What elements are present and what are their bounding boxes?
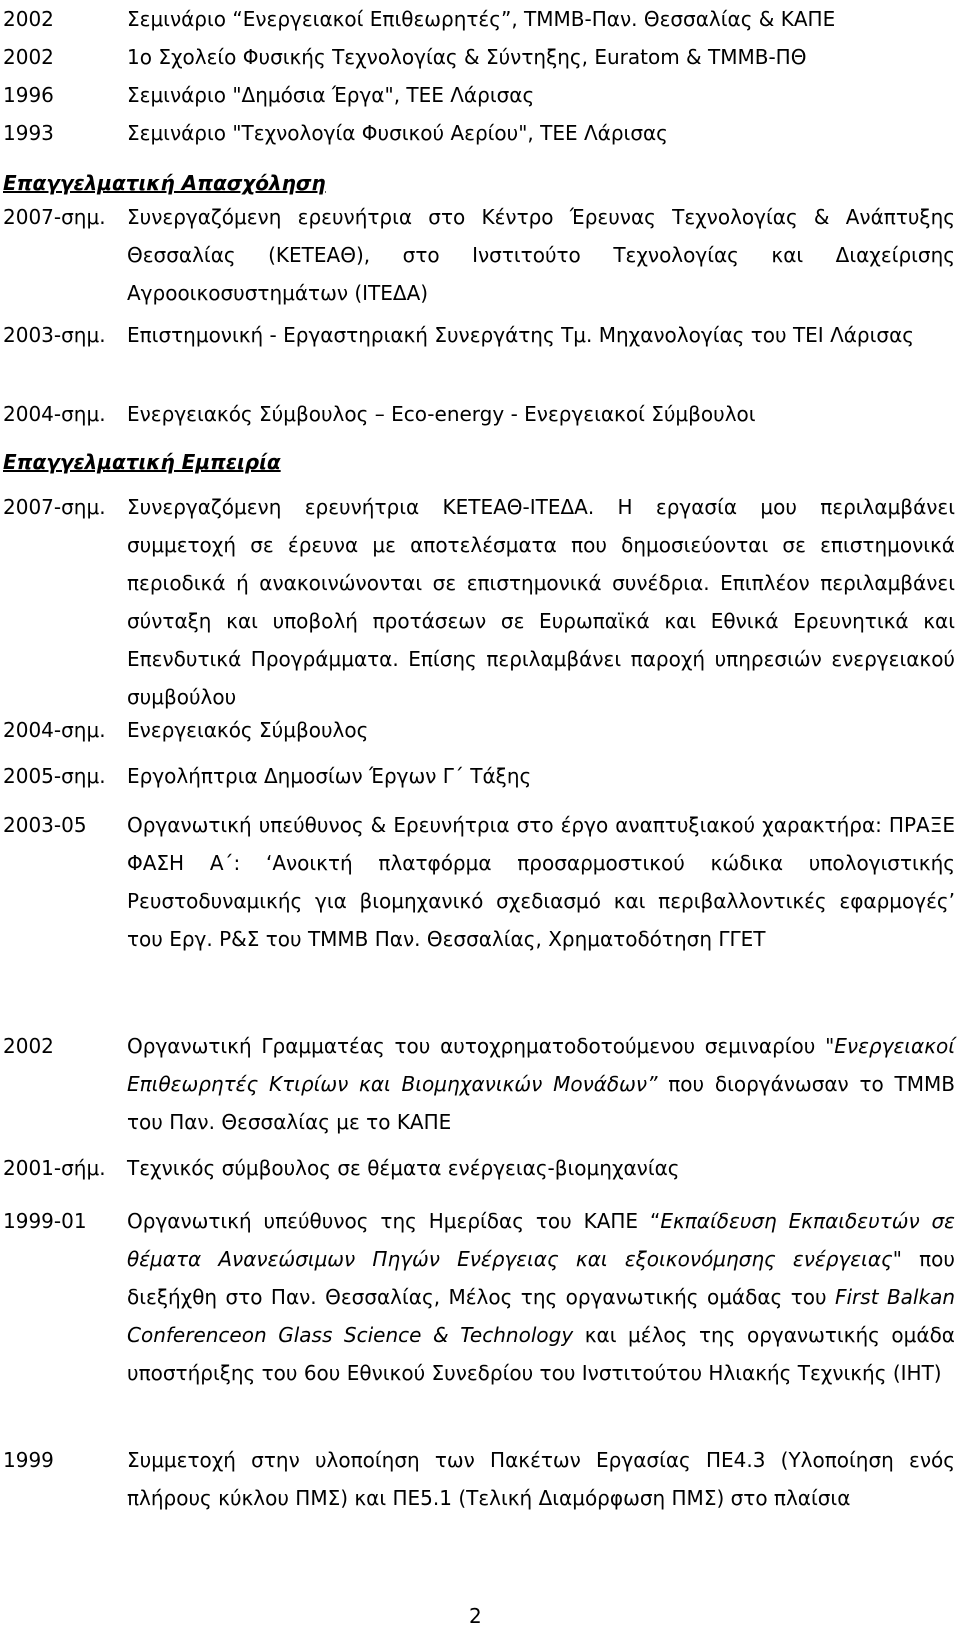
experience-period: 1999: [3, 1448, 54, 1472]
conference-title: First Balkan Conferenceon Glass Science & Technology: [127, 1285, 956, 1347]
text-segment: που διοργάνωσαν το ΤΜΜΒ του Παν. Θεσσαλίας με το ΚΑΠΕ: [127, 1072, 955, 1134]
experience-text: Εργολήπτρια Δημοσίων Έργων Γ΄ Τάξης: [127, 764, 532, 788]
experience-text: Συμμετοχή στην υλοποίηση των Πακέτων Εργασίας ΠΕ4.3 (Υλοποίηση ενός πλήρους κύκλου ΠΜΣ) και ΠΕ5.1 (Τελική Διαμόρφωση ΠΜΣ) στο πλαίσια: [127, 1448, 955, 1510]
employment-text: Ενεργειακός Σύμβουλος – Eco-energy - Ενεργειακοί Σύμβουλοι: [127, 402, 756, 426]
experience-text: Οργανωτική υπεύθυνος & Ερευνήτρια στο έργο αναπτυξιακού χαρακτήρα: ΠΡΑΞΕ ΦΑΣΗ Α΄: ‘Ανοικτή πλατφόρμα προσαρμοστικού κώδικα υπολογιστικής Ρευστοδυναμικής για βιομηχανικό σχεδιασμό και περιβαλλοντικές εφαρμογές’ του Εργ. Ρ&Σ του ΤΜΜΒ Παν. Θεσσαλίας, Χρηματοδότηση ΓΓΕΤ: [127, 813, 955, 951]
experience-text: [127, 1027, 955, 1141]
seminar-title: "Ενεργειακοί Επιθεωρητές Κτιρίων και Βιομηχανικών Μονάδων”: [127, 1034, 955, 1096]
training-year: 2002: [3, 7, 54, 31]
experience-period: 2007-σημ.: [3, 495, 106, 519]
employment-heading: Επαγγελματική Απασχόληση: [3, 171, 326, 195]
training-text: Σεμινάριο "Τεχνολογία Φυσικού Αερίου", ΤΕΕ Λάρισας: [127, 121, 668, 145]
experience-period: 1999-01: [3, 1209, 87, 1233]
training-year: 2002: [3, 45, 54, 69]
workshop-title: Εκπαίδευση Εκπαιδευτών σε θέματα Ανανεώσιμων Πηγών Ενέργειας και εξοικονόμησης ενέργειας: [127, 1209, 955, 1271]
text-segment: Οργανωτική υπεύθυνος της Ημερίδας του ΚΑΠΕ “: [127, 1209, 661, 1233]
employment-period: 2004-σημ.: [3, 402, 106, 426]
training-year: 1993: [3, 121, 54, 145]
experience-period: 2004-σημ.: [3, 718, 106, 742]
experience-heading: Επαγγελματική Εμπειρία: [3, 450, 281, 474]
training-text: Σεμινάριο “Ενεργειακοί Επιθεωρητές”, ΤΜΜΒ-Παν. Θεσσαλίας & ΚΑΠΕ: [127, 7, 836, 31]
experience-period: 2001-σήμ.: [3, 1156, 106, 1180]
employment-period: 2003-σημ.: [3, 323, 106, 347]
employment-period: 2007-σημ.: [3, 205, 106, 229]
training-text: 1ο Σχολείο Φυσικής Τεχνολογίας & Σύντηξης, Euratom & ΤΜΜΒ-ΠΘ: [127, 45, 807, 69]
text-segment: " που διεξήχθη στο Παν. Θεσσαλίας, Μέλος της οργανωτικής ομάδας του: [127, 1247, 955, 1309]
text-segment: και μέλος της οργανωτικής ομάδα υποστήριξης του 6ου Εθνικού Συνεδρίου του Ινστιτούτου Ηλιακής Τεχνικής (ΙΗΤ): [127, 1323, 955, 1385]
experience-period: 2003-05: [3, 813, 87, 837]
experience-period: 2002: [3, 1034, 54, 1058]
experience-text: Τεχνικός σύμβουλος σε θέματα ενέργειας-βιομηχανίας: [127, 1156, 680, 1180]
employment-text: Επιστημονική - Εργαστηριακή Συνεργάτης Τμ. Μηχανολογίας του ΤΕΙ Λάρισας: [127, 323, 914, 347]
text-segment: Οργανωτική Γραμματέας του αυτοχρηματοδοτούμενου σεμιναρίου: [127, 1034, 826, 1058]
training-year: 1996: [3, 83, 54, 107]
page-number: 2: [469, 1604, 482, 1628]
experience-period: 2005-σημ.: [3, 764, 106, 788]
experience-text: [127, 1202, 955, 1392]
experience-text: Συνεργαζόμενη ερευνήτρια ΚΕΤΕΑΘ-ΙΤΕΔΑ. Η εργασία μου περιλαμβάνει συμμετοχή σε έρευνα με αποτελέσματα που δημοσιεύονται σε επιστημονικά περιοδικά ή ανακοινώνονται σε επιστημονικά συνέδρια. Επιπλέον περιλαμβάνει σύνταξη και υποβολή προτάσεων σε Ευρωπαϊκά και Εθνικά Ερευνητικά και Επενδυτικά Προγράμματα. Επίσης περιλαμβάνει παροχή υπηρεσιών ενεργειακού συμβούλου: [127, 495, 955, 709]
employment-text: Συνεργαζόμενη ερευνήτρια στο Κέντρο Έρευνας Τεχνολογίας & Ανάπτυξης Θεσσαλίας (ΚΕΤΕΑΘ), στο Ινστιτούτο Τεχνολογίας και Διαχείρισης Αγροοικοσυστημάτων (ΙΤΕΔΑ): [127, 205, 955, 305]
training-text: Σεμινάριο "Δημόσια Έργα", ΤΕΕ Λάρισας: [127, 83, 535, 107]
experience-text: Ενεργειακός Σύμβουλος: [127, 718, 369, 742]
